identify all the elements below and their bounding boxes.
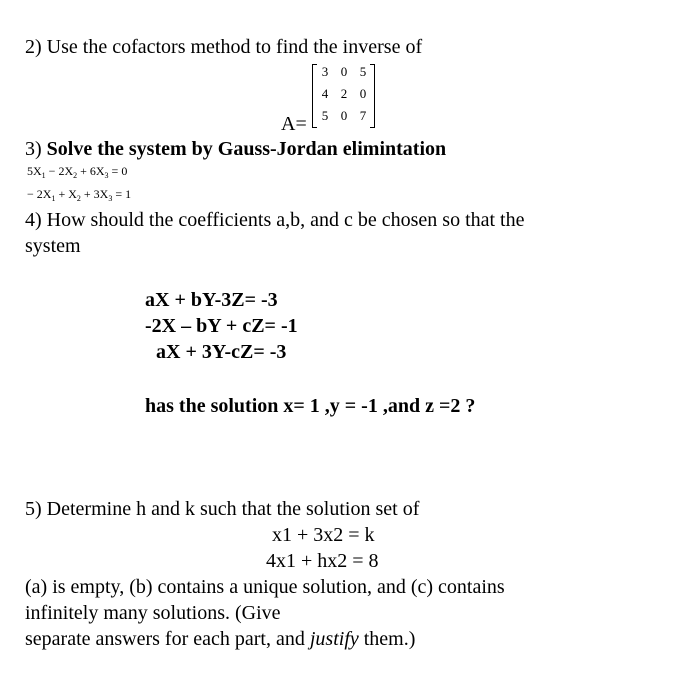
q4-equation-3: aX + 3Y-cZ= -3 xyxy=(156,341,287,363)
eq-subscript: 2 xyxy=(76,194,81,203)
eq-subscript: 2 xyxy=(73,171,78,180)
matrix-cell: 0 xyxy=(359,86,367,101)
matrix-cell: 5 xyxy=(321,108,329,123)
matrix-cell: 4 xyxy=(321,86,329,101)
q4-equation-1: aX + bY-3Z= -3 xyxy=(145,289,278,311)
matrix-cell: 5 xyxy=(359,64,367,79)
eq-term: − 2X xyxy=(45,164,74,178)
matrix-row-1 xyxy=(317,64,370,84)
q5-line-4-text: separate answers for each part, and xyxy=(25,628,310,650)
eq-subscript: 3 xyxy=(104,171,109,180)
eq-rhs: = 0 xyxy=(108,164,128,178)
matrix-cell: 7 xyxy=(359,108,367,123)
eq-term: + 6X xyxy=(77,164,105,178)
question-5-line-3: infinitely many solutions. (Give xyxy=(25,602,281,624)
q5-emphasis: justify xyxy=(309,628,359,650)
q4-solution: has the solution x= 1 ,y = -1 ,and z =2 ? xyxy=(145,395,476,417)
matrix-cell: 0 xyxy=(340,64,348,79)
question-4-line-1: 4) How should the coefficients a,b, and c be chosen so that the xyxy=(25,209,525,231)
matrix-row-3 xyxy=(317,108,370,128)
matrix-cell: 3 xyxy=(321,64,329,79)
q4-equation-2: -2X – bY + cZ= -1 xyxy=(145,315,298,337)
q5-equation-1: x1 + 3x2 = k xyxy=(272,524,375,546)
question-5-line-1: 5) Determine h and k such that the solution set of xyxy=(25,498,420,520)
matrix-cell: 2 xyxy=(340,86,348,101)
question-3-heading xyxy=(25,137,446,161)
question-3-text: Solve the system by Gauss-Jordan elimintation xyxy=(46,138,447,160)
q5-line-4-end: them.) xyxy=(358,628,416,650)
question-5-line-2: (a) is empty, (b) contains a unique solution, and (c) contains xyxy=(25,576,505,598)
question-4-line-2: system xyxy=(25,235,81,257)
eq-subscript: 3 xyxy=(108,194,113,203)
matrix-label: A= xyxy=(281,113,307,135)
eq-term: 5X xyxy=(27,164,42,178)
question-2-text: 2) Use the cofactors method to find the inverse of xyxy=(25,36,423,58)
eq-rhs: = 1 xyxy=(112,187,132,201)
q3-equation-1 xyxy=(27,163,127,184)
matrix-cell: 0 xyxy=(340,108,348,123)
matrix-right-bracket xyxy=(370,64,375,128)
eq-term: + 3X xyxy=(80,187,109,201)
eq-term: + X xyxy=(55,187,77,201)
question-5-line-4 xyxy=(25,627,415,651)
question-3-number: 3) xyxy=(25,138,47,160)
eq-subscript: 1 xyxy=(51,194,56,203)
q3-equation-2 xyxy=(27,186,131,207)
q5-equation-2: 4x1 + hx2 = 8 xyxy=(266,550,379,572)
eq-subscript: 1 xyxy=(41,171,46,180)
matrix-row-2 xyxy=(317,86,370,106)
matrix-a xyxy=(312,62,375,130)
eq-term: − 2X xyxy=(27,187,52,201)
